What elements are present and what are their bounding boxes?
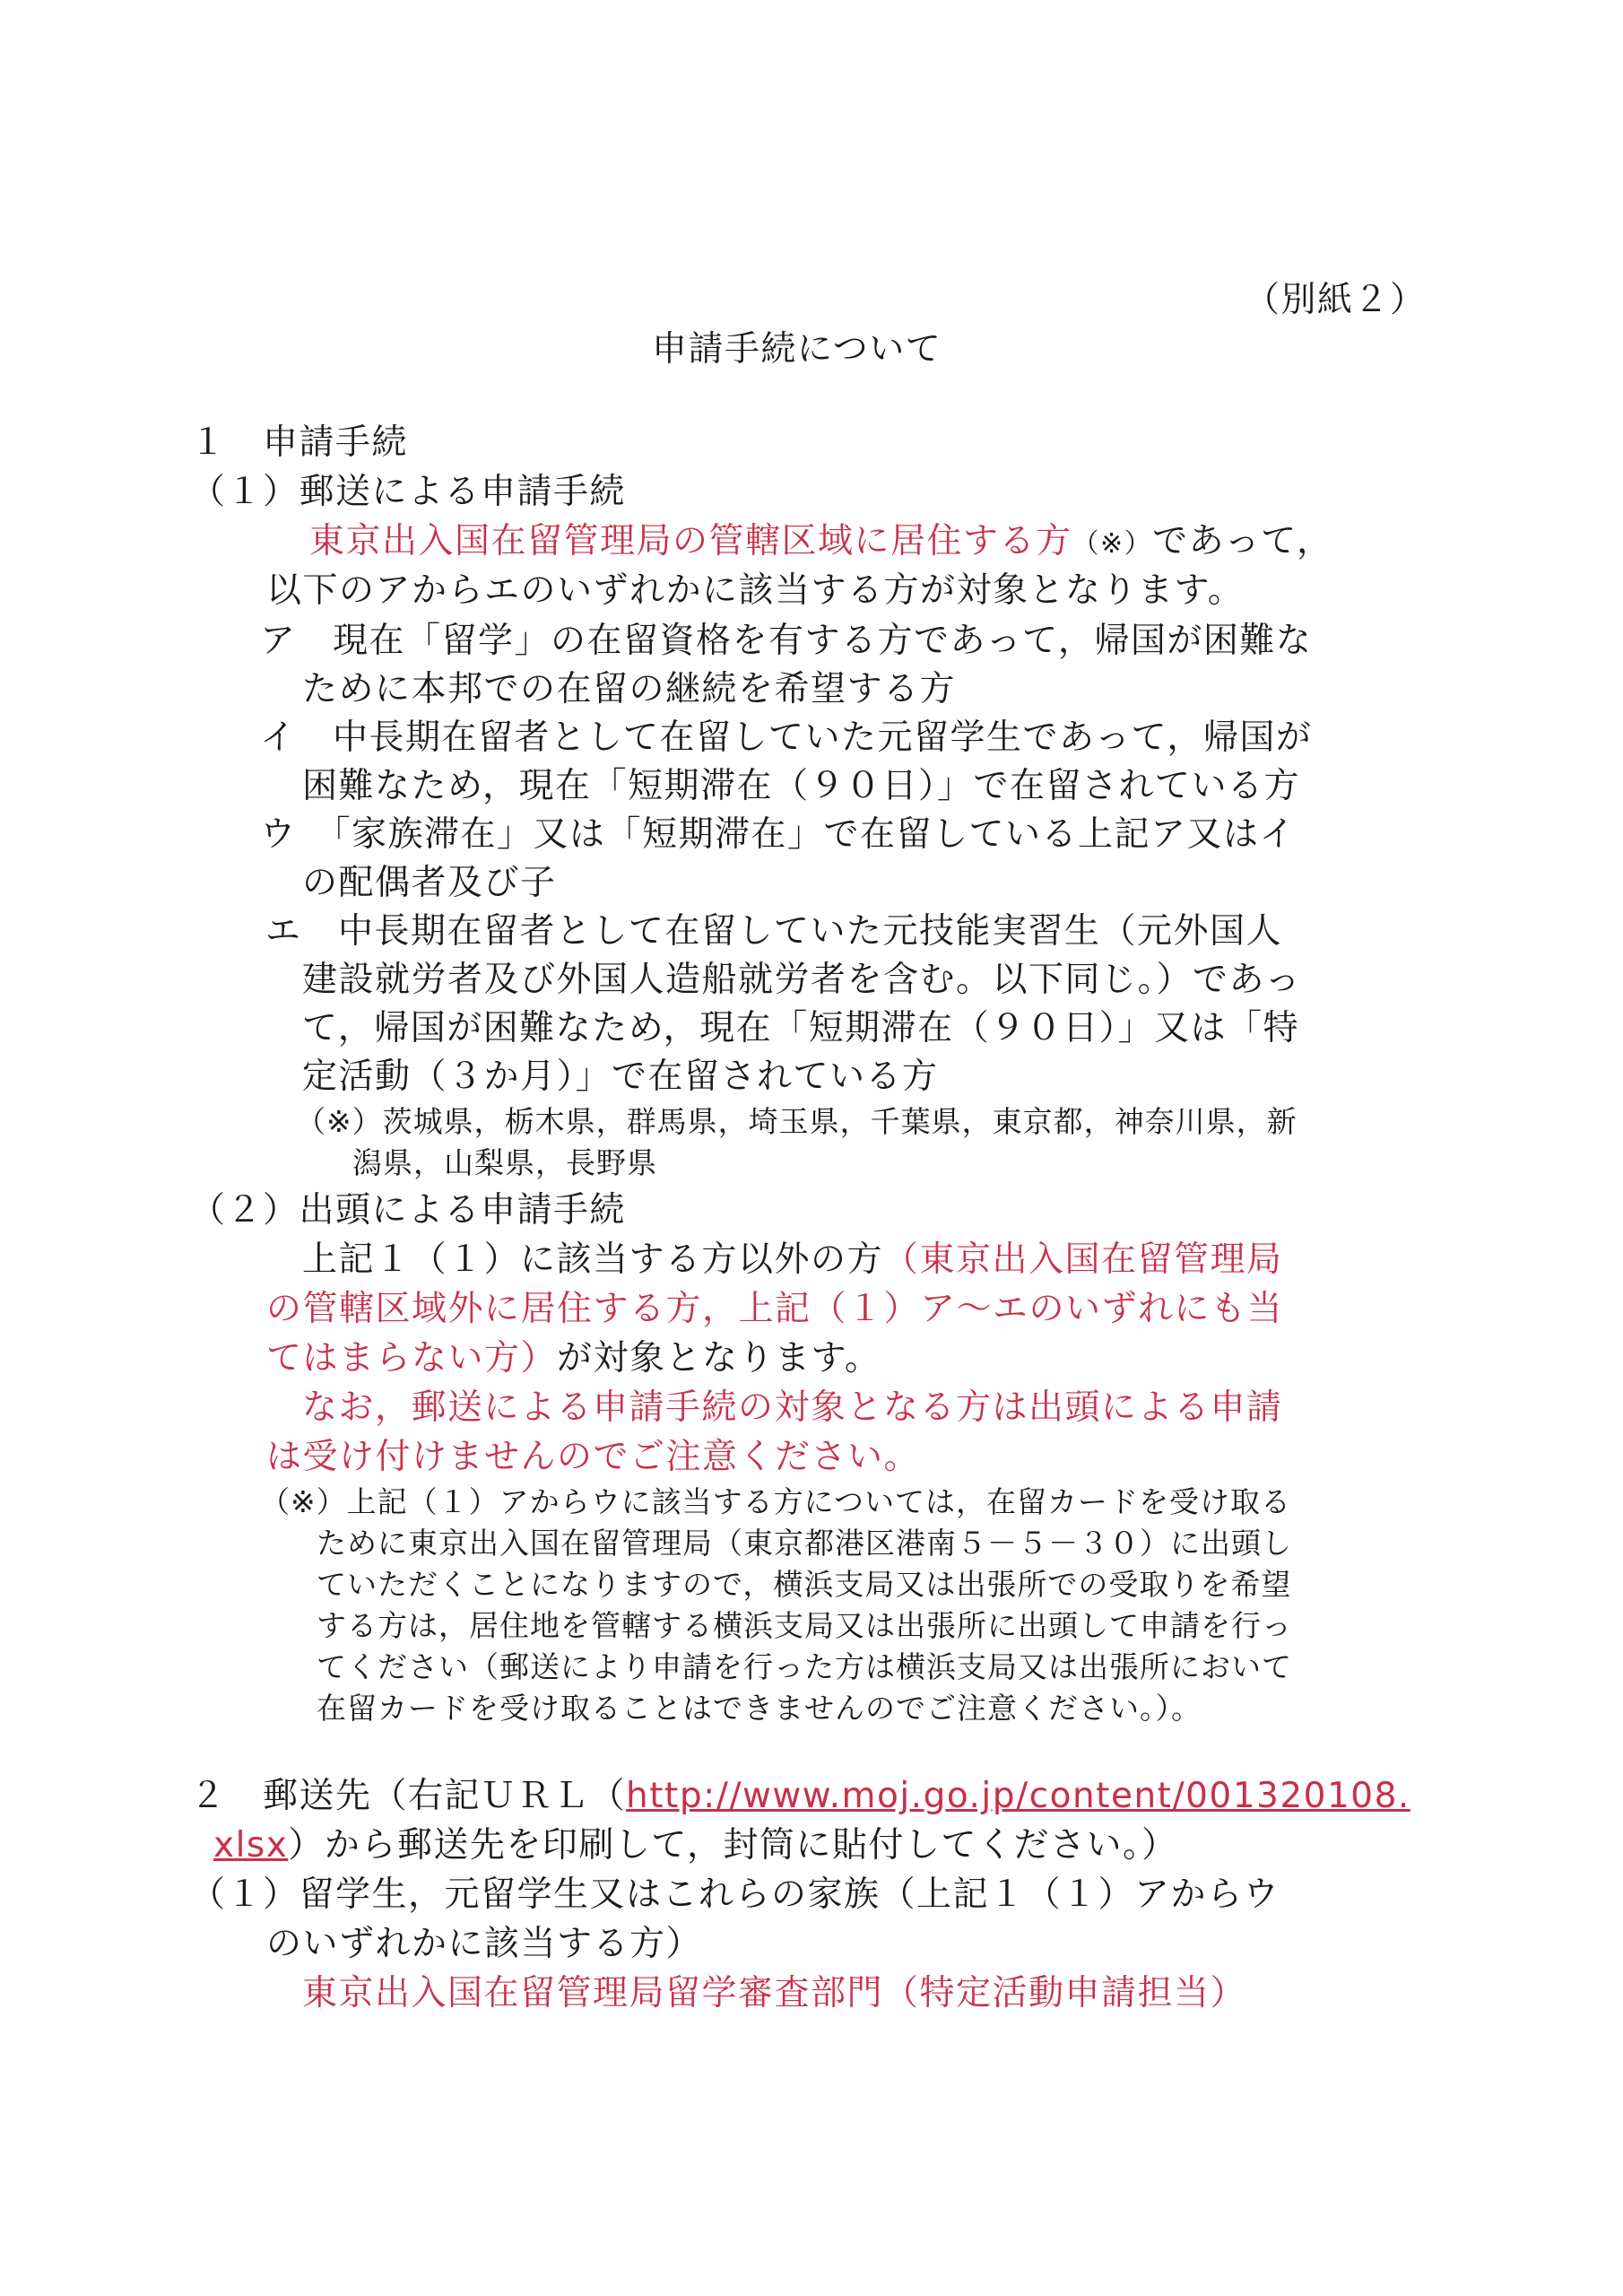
p1-black-text: 上記１（１）に該当する方以外の方 <box>302 1239 884 1280</box>
item-e-line2: 建設就労者及び外国人造船就労者を含む。以下同じ。）であっ <box>302 960 1302 1000</box>
section-2-heading-suffix: ）から郵送先を印刷して，封筒に貼付してください。） <box>288 1825 1178 1866</box>
mailing-address: 東京出入国在留管理局留学審査部門（特定活動申請担当） <box>302 1973 1247 2013</box>
note-pickup-line1: （※）上記（１）アからウに該当する方については，在留カードを受け取る <box>260 1484 1291 1519</box>
note-pickup-line5: てください（郵送により申請を行った方は横浜支局又は出張所において <box>317 1649 1292 1684</box>
section-2-heading-prefix: ２ 郵送先（右記ＵＲＬ（ <box>190 1776 627 1816</box>
item-e-line3: て，帰国が困難なため，現在「短期滞在（９０日）」又は「特 <box>302 1008 1300 1048</box>
section-1-2-p1-line1 <box>302 1236 1283 1284</box>
item-u-line1: ウ 「家族滞在」又は「短期滞在」で在留している上記ア又はイ <box>260 814 1297 855</box>
section-2-heading-line1 <box>190 1772 1410 1821</box>
attachment-label: （別紙２） <box>1245 280 1427 320</box>
section-1-1-intro-line2: 以下のアからエのいずれかに該当する方が対象となります。 <box>266 570 1245 611</box>
item-e-line1: エ 中長期在留者として在留していた元技能実習生（元外国人 <box>265 911 1283 952</box>
section-2-1-heading-line1: （１）留学生，元留学生又はこれらの家族（上記１（１）アからウ <box>190 1874 1280 1915</box>
section-2-1-heading-line2: のいずれかに該当する方） <box>266 1924 703 1964</box>
note-prefectures-line1: （※）茨城県，栃木県，群馬県，埼玉県，千葉県，東京都，神奈川県，新 <box>296 1104 1298 1139</box>
section-1-2-p2-line1: なお，郵送による申請手続の対象となる方は出頭による申請 <box>302 1387 1283 1428</box>
note-pickup-line2: ために東京出入国在留管理局（東京都港区港南５－５－３０）に出頭し <box>317 1526 1292 1561</box>
p1-line3-red-text: てはまらない方） <box>266 1338 558 1378</box>
p1-red-text: （東京出入国在留管理局 <box>883 1239 1283 1280</box>
section-1-heading: １ 申請手続 <box>190 422 409 463</box>
page-title: 申請手続について <box>652 329 942 370</box>
address-list-link-continued[interactable]: xlsx <box>213 1825 289 1866</box>
section-1-2-p2-line2: は受け付けませんのでご注意ください。 <box>266 1437 921 1477</box>
item-e-line4: 定活動（３か月）」で在留されている方 <box>302 1057 939 1097</box>
section-1-2-p1-line2: の管轄区域外に居住する方，上記（１）ア～エのいずれにも当 <box>266 1289 1284 1329</box>
intro-red-text: 東京出入国在留管理局の管轄区域に居住する方 <box>309 521 1072 561</box>
note-prefectures-line2: 潟県，山梨県，長野県 <box>352 1145 657 1180</box>
note-pickup-line3: ていただくことになりますので，横浜支局又は出張所での受取りを希望 <box>317 1567 1292 1602</box>
item-i-line2: 困難なため，現在「短期滞在（９０日）」で在留されている方 <box>302 766 1300 806</box>
item-i-line1: イ 中長期在留者として在留していた元留学生であって，帰国が <box>260 718 1313 758</box>
section-1-2-heading: （２）出頭による申請手続 <box>190 1190 627 1231</box>
section-1-2-p1-line3 <box>266 1335 881 1383</box>
section-1-1-intro <box>309 517 1333 569</box>
note-pickup-line6: 在留カードを受け取ることはできませんのでご注意ください。）。 <box>317 1691 1202 1726</box>
section-2-heading-line2 <box>213 1822 1178 1870</box>
section-1-1-heading: （１）郵送による申請手続 <box>190 472 627 512</box>
note-pickup-line4: する方は，居住地を管轄する横浜支局又は出張所に出頭して申請を行っ <box>317 1608 1292 1643</box>
address-list-link[interactable]: http://www.moj.go.jp/content/001320108. <box>626 1776 1410 1816</box>
p1-line3-black-text: が対象となります。 <box>557 1338 881 1378</box>
intro-note-mark: （※） <box>1072 528 1153 560</box>
item-a-line1: ア 現在「留学」の在留資格を有する方であって，帰国が困難な <box>260 621 1313 661</box>
item-a-line2: ために本邦での在留の継続を希望する方 <box>302 669 957 709</box>
intro-rest-text: であって， <box>1152 521 1333 561</box>
item-u-line2: の配偶者及び子 <box>302 863 557 903</box>
